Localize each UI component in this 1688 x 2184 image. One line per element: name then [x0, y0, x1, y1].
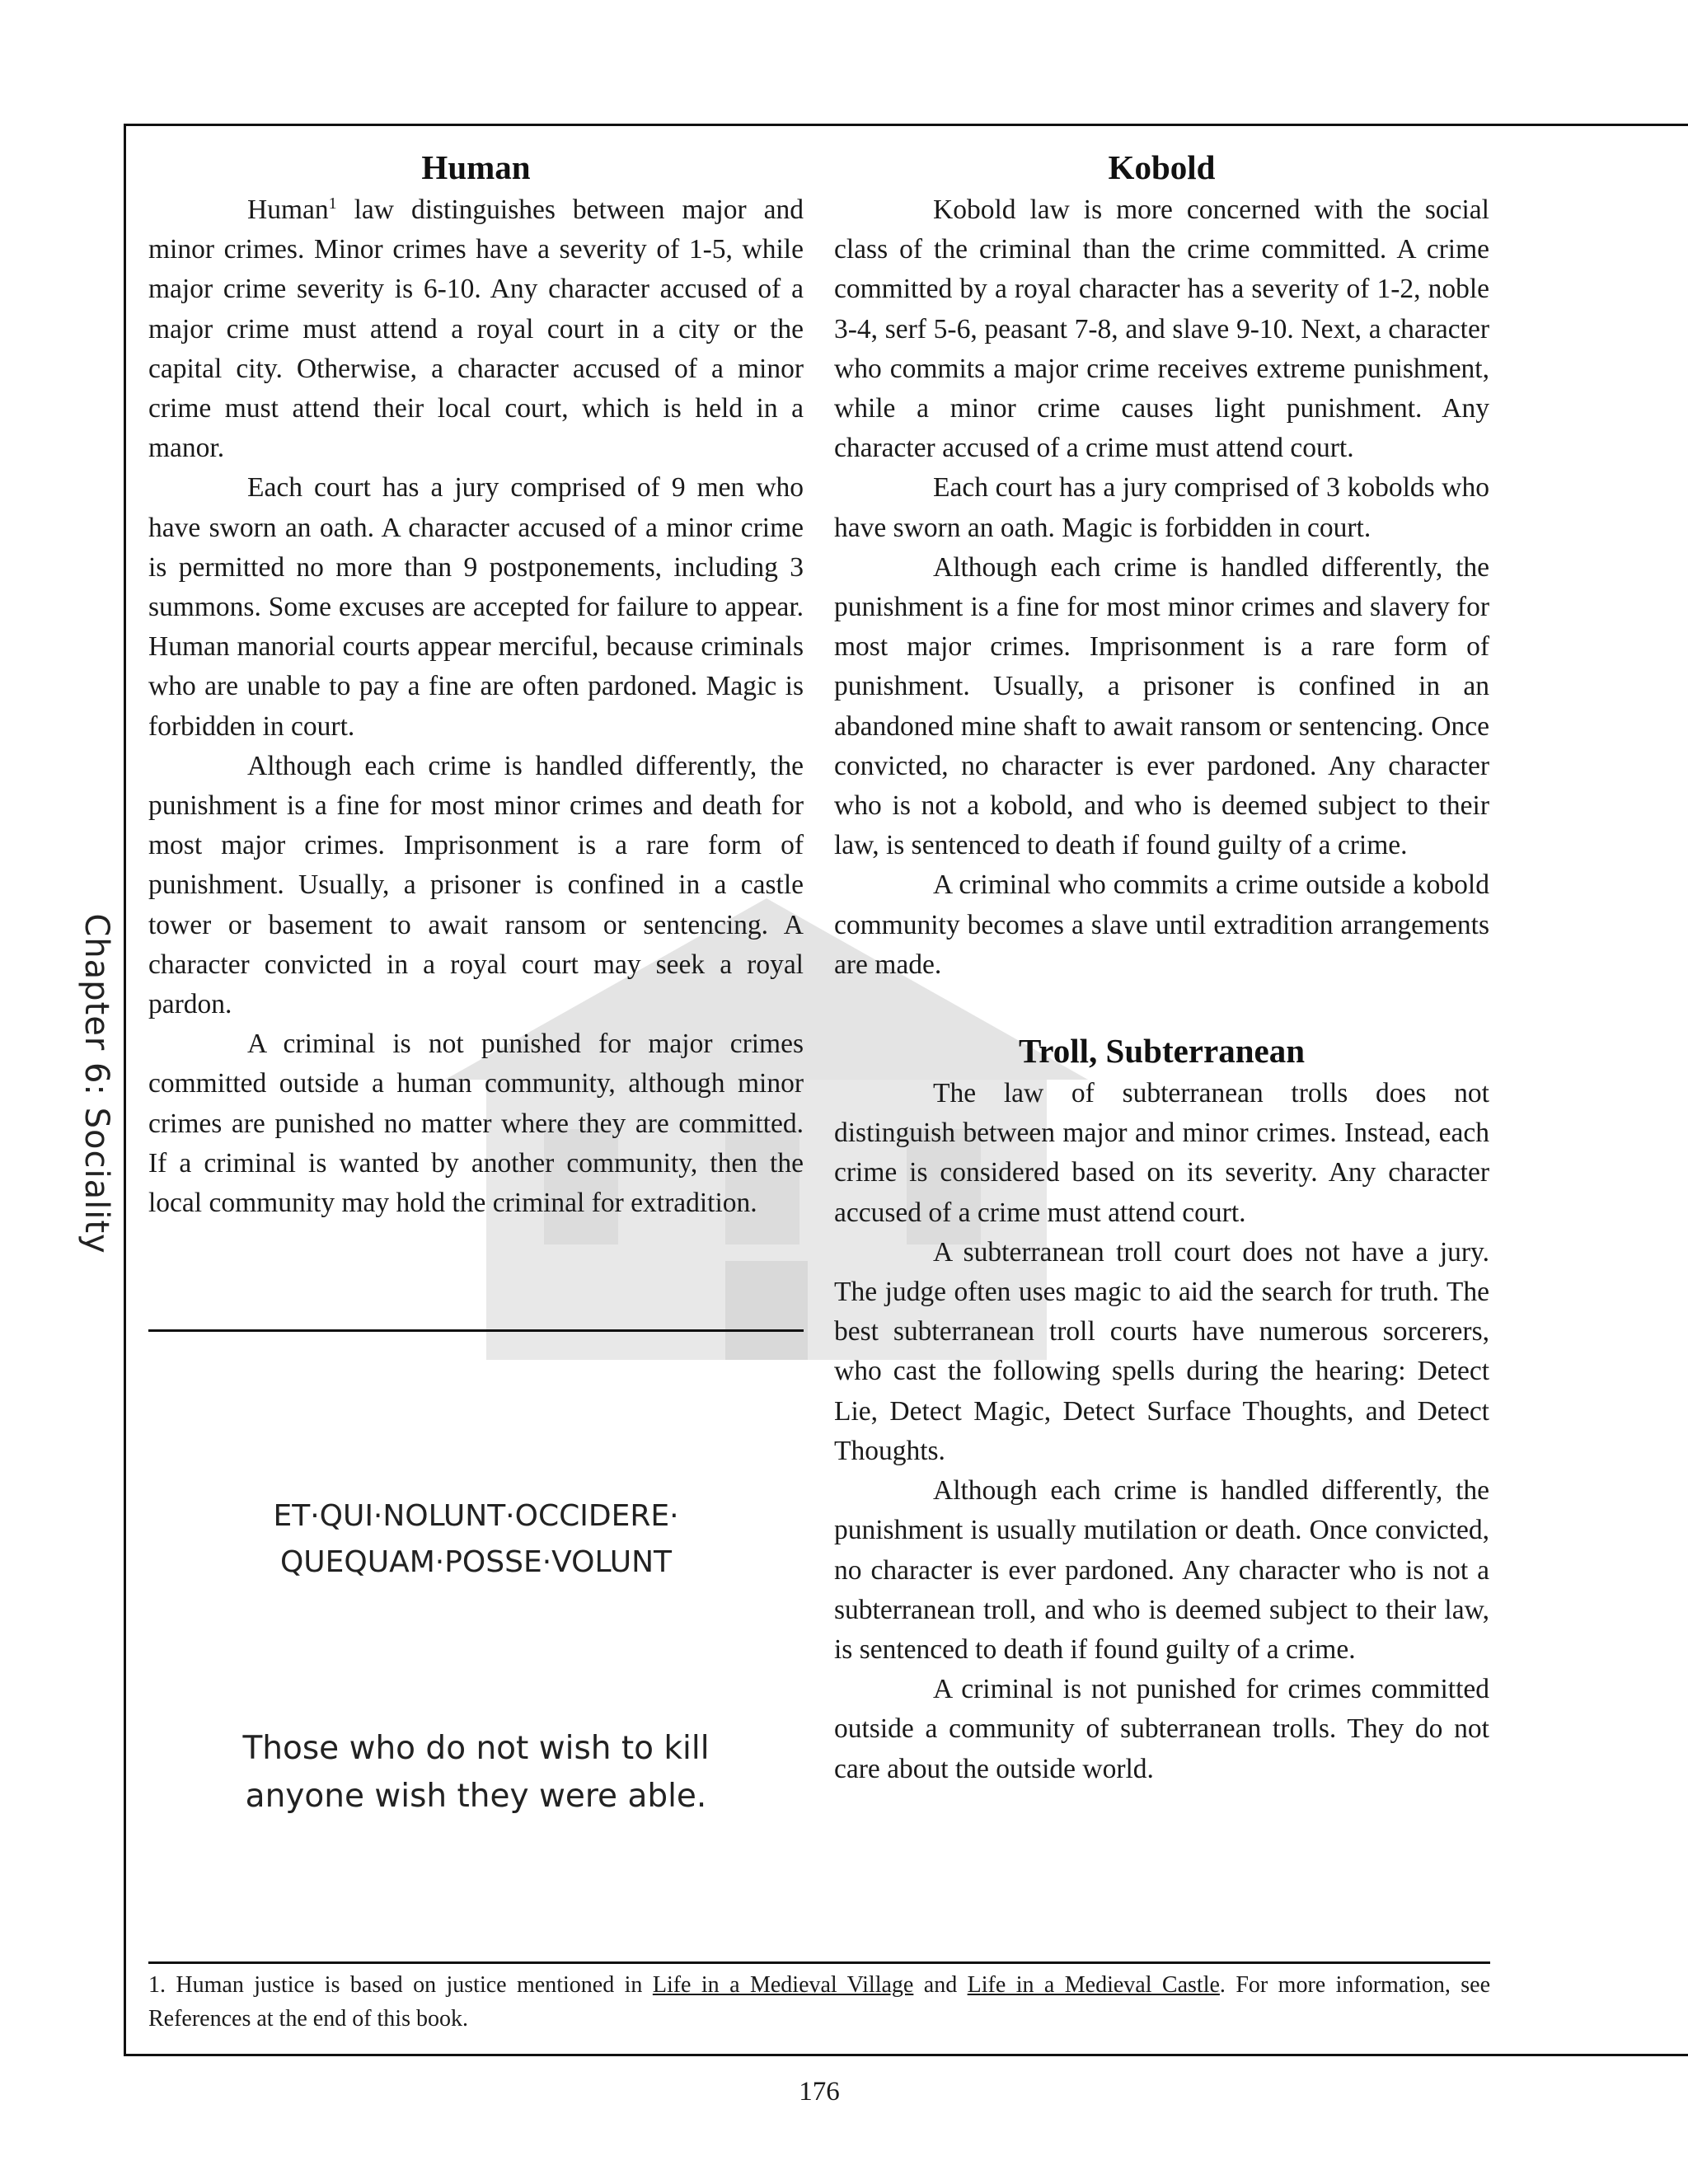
human-p1-lead: Human	[247, 194, 329, 225]
footnote-reference-village: Life in a Medieval Village	[652, 1972, 914, 1998]
kobold-paragraph-1: Kobold law is more concerned with the social class of the criminal than the crime committed. A crime committed by a royal character has a severity of 1-2, noble 3-4, serf 5-6, peasant 7-8, and slave 9-10. Next, a character who commits a major crime receives extreme punishment, while a minor crime causes light punishment. Any character accused of a crime must attend court.	[834, 194, 1489, 464]
right-column	[834, 144, 1489, 1789]
page-frame-top	[124, 124, 1688, 126]
latin-quote-line-2: QUEQUAM·POSSE·VOLUNT	[279, 1545, 673, 1579]
human-paragraph-1	[148, 190, 804, 468]
footnote-divider	[148, 1961, 1490, 1964]
footnote-reference-castle: Life in a Medieval Castle	[967, 1972, 1220, 1998]
footnote-text-c: . For more information, see References at the end of this book.	[148, 1972, 1490, 2032]
latin-quote	[148, 1493, 804, 1586]
section-heading-human: Human	[421, 148, 531, 186]
translation-line-2: anyone wish they were able.	[245, 1778, 707, 1815]
troll-paragraph-1: The law of subterranean trolls does not distinguish between major and minor crimes. Instead, each crime is considered based on its severity. Any character accused of a crime must attend court.	[834, 1078, 1489, 1228]
page-frame-bottom	[124, 2054, 1688, 2056]
human-paragraph-2: Each court has a jury comprised of 9 men who have sworn an oath. A character accused of a minor crime is permitted no more than 9 postponements, including 3 summons. Some excuses are accepted for failure to appear. Human manorial courts appear merciful, because criminals who are unable to pay a fine are often pardoned. Magic is forbidden in court.	[148, 472, 804, 742]
footnote-text-b: and	[913, 1972, 968, 1998]
latin-quote-line-1: ET·QUI·NOLUNT·OCCIDERE·	[273, 1499, 679, 1533]
troll-paragraph-3: Although each crime is handled differently, the punishment is usually mutilation or death. Once convicted, no character is ever pardoned. Any character who is not a subterranean troll, and who is deemed subject to their law, is sentenced to death if found guilty of a crime.	[834, 1475, 1489, 1665]
footnote-text-a: Human justice is based on justice mentioned in	[166, 1972, 653, 1998]
kobold-paragraph-2: Each court has a jury comprised of 3 kobolds who have sworn an oath. Magic is forbidden in court.	[834, 472, 1489, 543]
section-spacer	[834, 985, 1489, 1028]
human-p1-body: law distinguishes between major and minor crimes. Minor crimes have a severity of 1-5, while major crime severity is 6-10. Any character accused of a major crime must attend a royal court in a city or the capital city. Otherwise, a character accused of a minor crime must attend their local court, which is held in a manor.	[148, 194, 804, 464]
left-column	[148, 144, 804, 1223]
quote-translation	[148, 1725, 804, 1821]
troll-paragraph-4: A criminal is not punished for crimes committed outside a community of subterranean trolls. They do not care about the outside world.	[834, 1674, 1489, 1784]
human-paragraph-4: A criminal is not punished for major crimes committed outside a human community, although minor crimes are punished no matter where they are committed. If a criminal is wanted by another community, then the local community may hold the criminal for extradition.	[148, 1029, 804, 1219]
section-heading-troll: Troll, Subterranean	[1019, 1032, 1305, 1071]
kobold-paragraph-3: Although each crime is handled differently, the punishment is a fine for most minor crimes and slavery for most major crimes. Imprisonment is a rare form of punishment. Usually, a prisoner is confined in an abandoned mine shaft to await ransom or sentencing. Once convicted, no character is ever pardoned. Any character who is not a kobold, and who is deemed subject to their law, is sentenced to death if found guilty of a crime.	[834, 551, 1489, 861]
chapter-label: Chapter 6: Sociality	[77, 913, 115, 1254]
footnote	[148, 1968, 1490, 2036]
footnote-marker: 1	[328, 194, 337, 213]
left-column-divider	[148, 1329, 804, 1332]
section-heading-kobold: Kobold	[1108, 148, 1216, 186]
page-number: 176	[799, 2077, 840, 2107]
kobold-paragraph-4: A criminal who commits a crime outside a kobold community becomes a slave until extradition arrangements are made.	[834, 869, 1489, 980]
footnote-number: 1.	[148, 1972, 166, 1998]
page-frame-left	[124, 124, 126, 2056]
translation-line-1: Those who do not wish to kill	[242, 1730, 710, 1767]
human-paragraph-3: Although each crime is handled differently, the punishment is a fine for most minor crimes and death for most major crimes. Imprisonment is a rare form of punishment. Usually, a prisoner is confined in a castle tower or basement to await ransom or sentencing. A character convicted in a royal court may seek a royal pardon.	[148, 750, 804, 1020]
troll-paragraph-2: A subterranean troll court does not have a jury. The judge often uses magic to aid the search for truth. The best subterranean troll courts have numerous sorcerers, who cast the following spells during the hearing: Detect Lie, Detect Magic, Detect Surface Thoughts, and Detect Thoughts.	[834, 1236, 1489, 1466]
